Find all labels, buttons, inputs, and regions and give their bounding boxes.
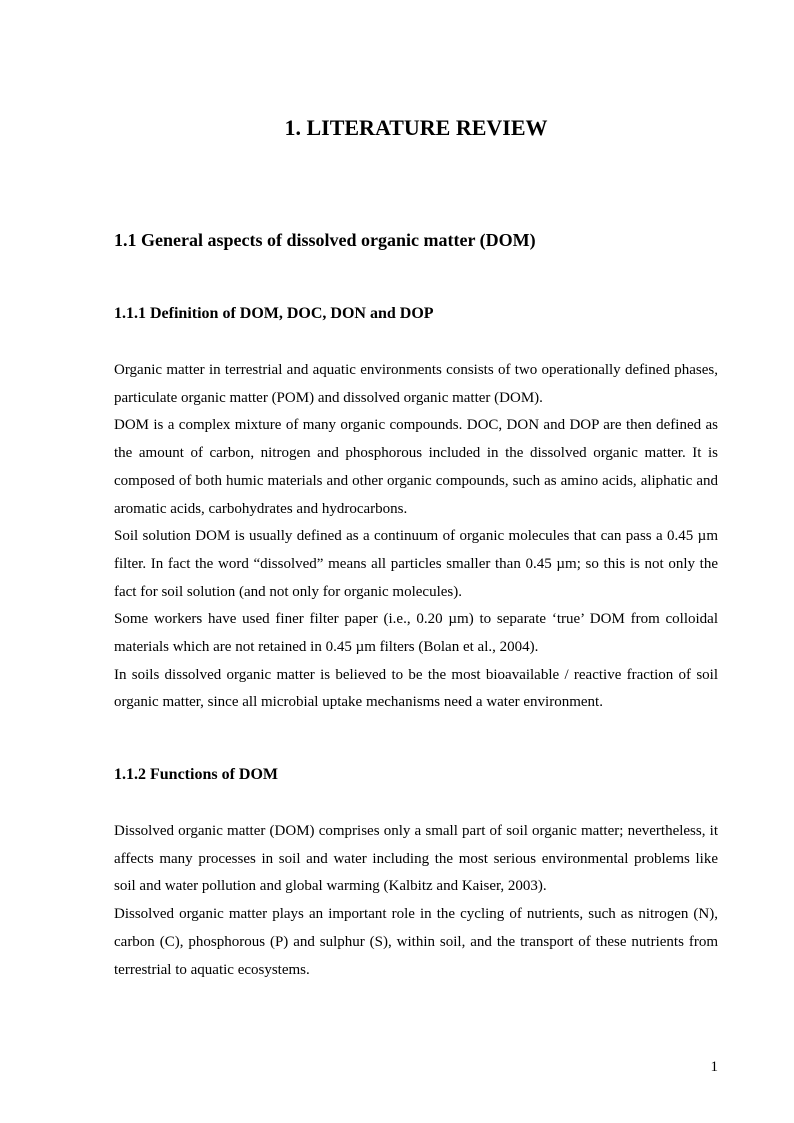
functions-body (114, 818, 718, 984)
paragraph: Some workers have used finer filter paper (i.e., 0.20 µm) to separate ‘true’ DOM from colloidal materials which are not retained in 0.45 µm filters (Bolan et al., 2004). (114, 611, 718, 656)
chapter-title: 1. LITERATURE REVIEW (284, 115, 548, 140)
paragraph: Organic matter in terrestrial and aquatic environments consists of two operationally defined phases, particulate organic matter (POM) and dissolved organic matter (DOM). (114, 362, 718, 406)
paragraph: Dissolved organic matter plays an important role in the cycling of nutrients, such as nitrogen (N), carbon (C), phosphorous (P) and sulphur (S), within soil, and the transport of these nutrients from terrestrial to aquatic ecosystems. (114, 906, 718, 978)
paragraph: Dissolved organic matter (DOM) comprises only a small part of soil organic matter; nevertheless, it affects many processes in soil and water including the most serious environmental problems like soil and water pollution and global warming (Kalbitz and Kaiser, 2003). (114, 823, 718, 895)
section-heading: 1.1 General aspects of dissolved organic matter (DOM) (114, 230, 536, 250)
paragraph: In soils dissolved organic matter is believed to be the most bioavailable / reactive fraction of soil organic matter, since all microbial uptake mechanisms need a water environment. (114, 666, 718, 711)
subsection-heading-definition: 1.1.1 Definition of DOM, DOC, DON and DOP (114, 305, 434, 322)
page-number: 1 (710, 1059, 718, 1075)
subsection-heading-functions: 1.1.2 Functions of DOM (114, 766, 278, 783)
paragraph: DOM is a complex mixture of many organic compounds. DOC, DON and DOP are then defined as the amount of carbon, nitrogen and phosphorous included in the dissolved organic matter. It is composed of both humic materials and other organic compounds, such as amino acids, aliphatic and aromatic acids, carbohydrates and hydrocarbons. (114, 417, 718, 517)
definition-body (114, 357, 718, 717)
paragraph: Soil solution DOM is usually defined as a continuum of organic molecules that can pass a 0.45 µm filter. In fact the word “dissolved” means all particles smaller than 0.45 µm; so this is not only the fact for soil solution (and not only for organic molecules). (114, 528, 718, 600)
